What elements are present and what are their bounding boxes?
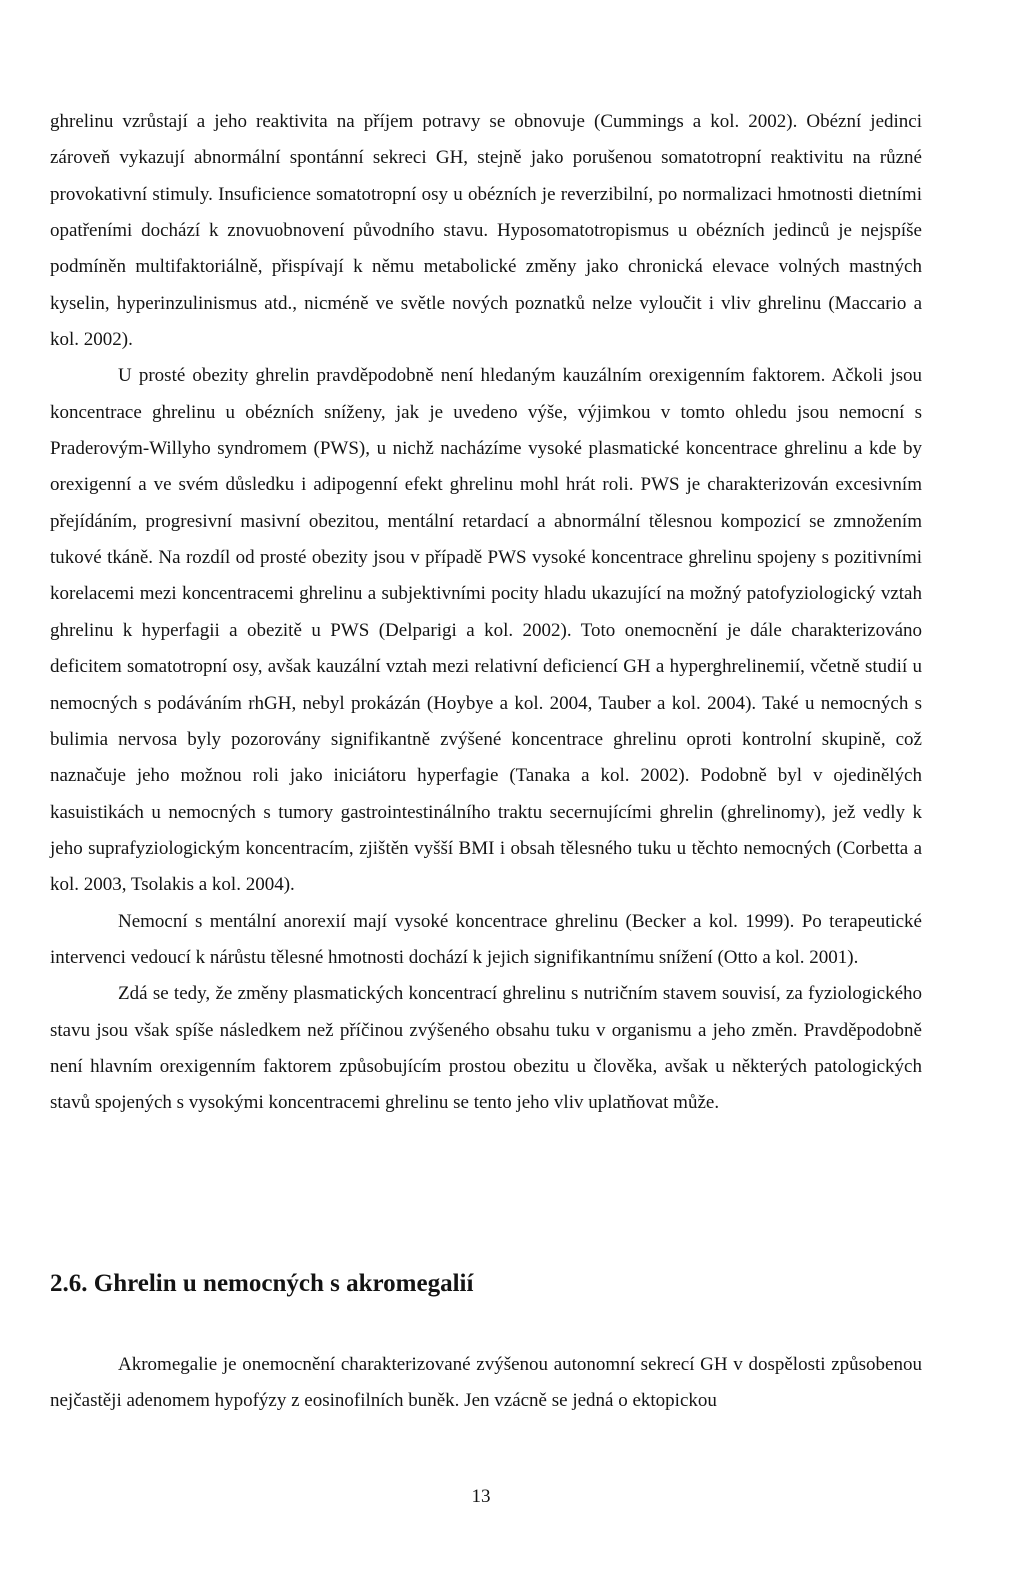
page-number: 13 bbox=[471, 1486, 491, 1507]
paragraph-obesity-gh: ghrelinu vzrůstají a jeho reaktivita na příjem potravy se obnovuje (Cummings a kol. 2002). Obézní jedinci zároveň vykazují abnormální spontánní sekreci GH, stejně jako porušenou somatotropní reaktivitu na různé provokativní stimuly. Insuficience somatotropní osy u obézních je reverzibilní, po normalizaci hmotnosti dietními opatřeními dochází k znovuobnovení původního stavu. Hyposomatotropismus u obézních jedinců je nejspíše podmíněn multifaktoriálně, přispívají k němu metabolické změny jako chronická elevace volných mastných kyselin, hyperinzulinismus atd., nicméně ve světle nových poznatků nelze vyloučit i vliv ghrelinu (Maccario a kol. 2002). bbox=[50, 111, 922, 351]
section-text bbox=[50, 1347, 922, 1419]
paragraph-pws: U prosté obezity ghrelin pravděpodobně není hledaným kauzálním orexigenním faktorem. Ačkoli jsou koncentrace ghrelinu u obézních sníženy, jak je uvedeno výše, výjimkou v tomto ohledu jsou nemocní s Praderovým-Willyho syndromem (PWS), u nichž nacházíme vysoké plasmatické koncentrace ghrelinu a kde by orexigenní a ve svém důsledku i adipogenní efekt ghrelinu mohl hrát roli. PWS je charakterizován excesivním přejídáním, progresivní masivní obezitou, mentální retardací a abnormální tělesnou kompozicí se zmnožením tukové tkáně. Na rozdíl od prosté obezity jsou v případě PWS vysoké koncentrace ghrelinu spojeny s pozitivními korelacemi mezi koncentracemi ghrelinu a subjektivními pocity hladu ukazující na možný patofyziologický vztah ghrelinu k hyperfagii a obezitě u PWS (Delparigi a kol. 2002). Toto onemocnění je dále charakterizováno deficitem somatotropní osy, avšak kauzální vztah mezi relativní deficiencí GH a hyperghrelinemií, včetně studií u nemocných s podáváním rhGH, nebyl prokázán (Hoybye a kol. 2004, Tauber a kol. 2004). Také u nemocných s bulimia nervosa byly pozorovány signifikantně zvýšené koncentrace ghrelinu oproti kontrolní skupině, což naznačuje jeho možnou roli jako iniciátoru hyperfagie (Tanaka a kol. 2002). Podobně byl v ojedinělých kasuistikách u nemocných s tumory gastrointestinálního traktu secernujícími ghrelin (ghrelinomy), jež vedly k jeho suprafyziologickým koncentracím, zjištěn vyšší BMI i obsah tělesného tuku u těchto nemocných (Corbetta a kol. 2003, Tsolakis a kol. 2004). bbox=[50, 365, 922, 896]
paragraph-summary: Zdá se tedy, že změny plasmatických koncentrací ghrelinu s nutričním stavem souvisí, za fyziologického stavu jsou však spíše následkem než příčinou zvýšeného obsahu tuku v organismu a jeho změn. Pravděpodobně není hlavním orexigenním faktorem způsobujícím prostou obezitu u člověka, avšak u některých patologických stavů spojených s vysokými koncentracemi ghrelinu se tento jeho vliv uplatňovat může. bbox=[50, 983, 922, 1114]
paragraph-acromegaly: Akromegalie je onemocnění charakterizované zvýšenou autonomní sekrecí GH v dospělosti způsobenou nejčastěji adenomem hypofýzy z eosinofilních buněk. Jen vzácně se jedná o ektopickou bbox=[50, 1354, 922, 1411]
paragraph-anorexia: Nemocní s mentální anorexií mají vysoké koncentrace ghrelinu (Becker a kol. 1999). Po terapeutické intervenci vedoucí k nárůstu tělesné hmotnosti dochází k jejich signifikantnímu snížení (Otto a kol. 2001). bbox=[50, 910, 922, 968]
section-heading: 2.6. Ghrelin u nemocných s akromegalií bbox=[50, 1270, 474, 1297]
body-text bbox=[50, 104, 922, 1122]
